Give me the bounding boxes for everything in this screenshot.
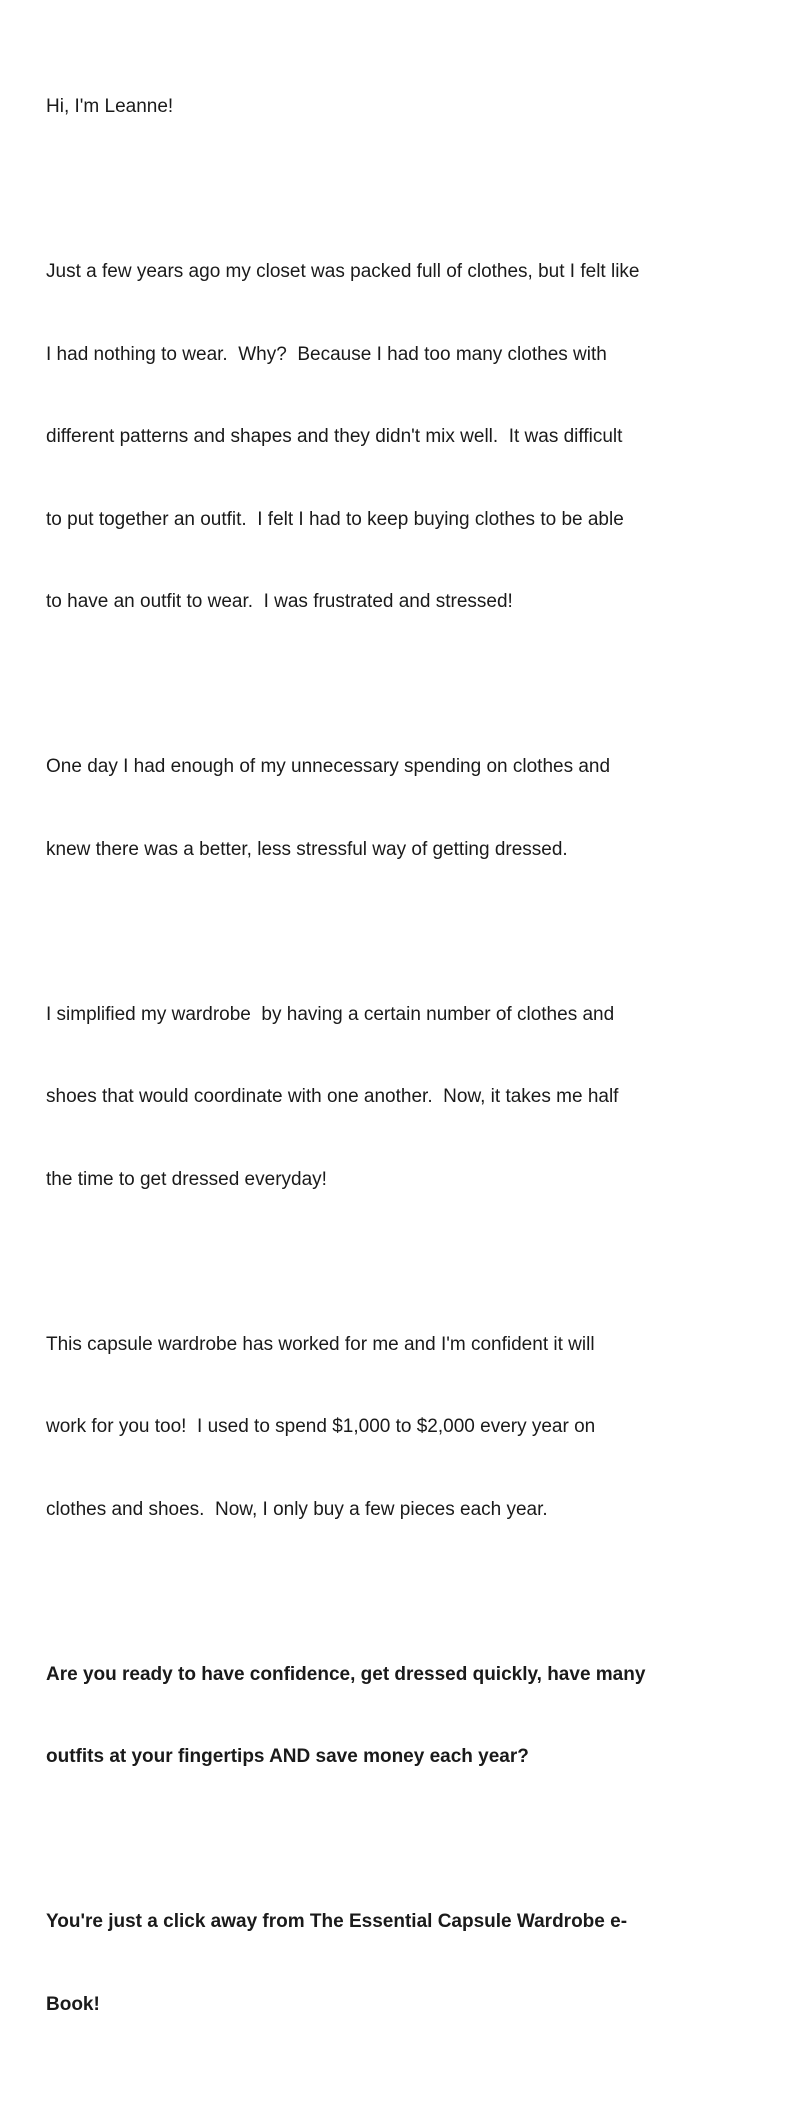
call-to-action-question [46,1606,766,1826]
text-line: This capsule wardrobe has worked for me and I'm confident it will [46,1333,595,1355]
text-line: to have an outfit to wear. I was frustrated and stressed! [46,591,513,612]
text-line: the time to get dressed everyday! [46,1168,327,1190]
text-line: clothes and shoes. Now, I only buy a few pieces each year. [46,1498,548,1520]
letter-body [46,38,766,2101]
text-line: Book! [46,1993,100,2015]
text-line: One day I had enough of my unnecessary spending on clothes and [46,756,611,777]
paragraph-simplified-wardrobe [46,946,766,1249]
text-line: Are you ready to have confidence, get dressed quickly, have many [46,1663,646,1685]
text-line: to put together an outfit. I felt I had to keep buying clothes to be able [46,508,624,530]
text-line: Just a few years ago my closet was packed full of clothes, but I felt like [46,261,640,282]
greeting-line: Hi, I'm Leanne! [46,96,174,117]
text-line: work for you too! I used to spend $1,000 to $2,000 every year on [46,1416,596,1437]
text-line: You're just a click away from The Essential Capsule Wardrobe e- [46,1911,628,1932]
text-line: different patterns and shapes and they didn't mix well. It was difficult [46,426,623,447]
text-line: I had nothing to wear. Why? Because I had too many clothes with [46,343,607,365]
greeting [46,38,766,176]
paragraph-capsule-results [46,1276,766,1579]
text-line: knew there was a better, less stressful way of getting dressed. [46,838,568,860]
paragraph-turning-point [46,698,766,918]
paragraph-closet-story [46,203,766,671]
call-to-action-closing [46,1853,766,2073]
text-line: outfits at your fingertips AND save money each year? [46,1746,529,1767]
text-line: shoes that would coordinate with one another. Now, it takes me half [46,1086,619,1107]
text-line: I simplified my wardrobe by having a certain number of clothes and [46,1003,615,1025]
